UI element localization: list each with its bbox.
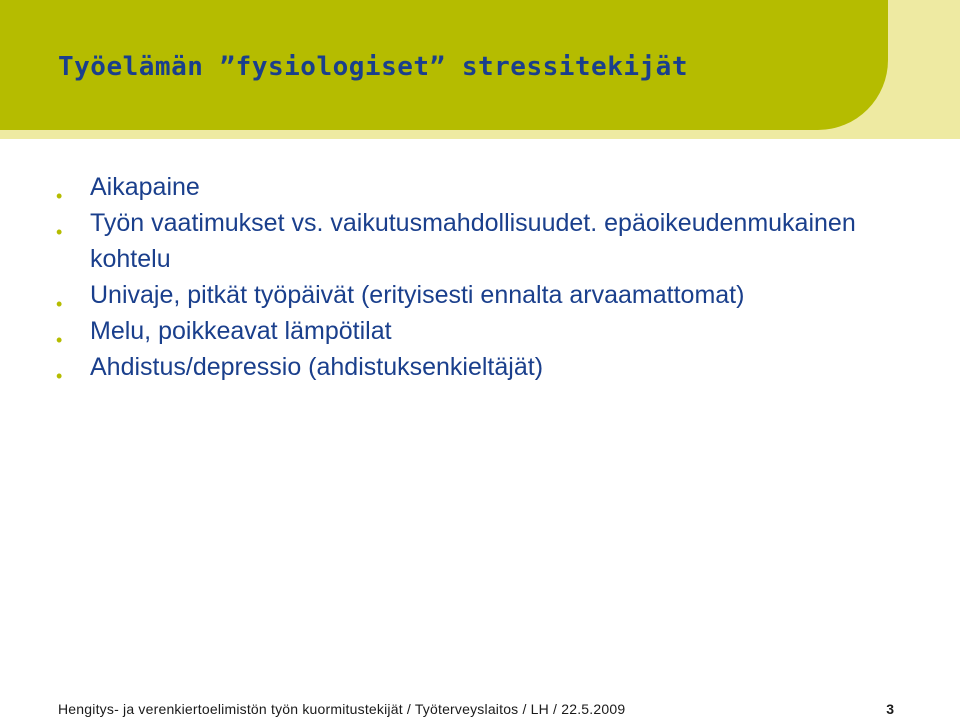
footer-text: Hengitys- ja verenkiertoelimistön työn kuormitustekijät / Työterveyslaitos / LH / 22.5.2009: [58, 701, 626, 717]
bullet-item-univaje: [56, 277, 916, 313]
bullet-list: [56, 169, 916, 385]
slide-title: Työelämän ”fysiologiset” stressitekijät: [58, 52, 688, 82]
bullet-item-ahdistus: [56, 349, 916, 385]
bullet-text: Ahdistus/depressio (ahdistuksenkieltäjät): [90, 353, 544, 381]
bullet-dot-icon: •: [56, 294, 63, 314]
bullet-item-tyon-vaatimukset: [56, 205, 916, 277]
page-number: 3: [886, 701, 894, 717]
bullet-dot-icon: •: [56, 222, 63, 242]
bullet-dot-icon: •: [56, 186, 63, 206]
bullet-text: Työn vaatimukset vs. vaikutusmahdollisuudet. epäoikeudenmukainen kohtelu: [90, 209, 856, 273]
bullet-dot-icon: •: [56, 330, 63, 350]
bullet-text: Univaje, pitkät työpäivät (erityisesti ennalta arvaamattomat): [90, 281, 745, 309]
bullet-item-aikapaine: [56, 169, 916, 205]
bullet-text: Melu, poikkeavat lämpötilat: [90, 317, 392, 345]
bullet-item-melu: [56, 313, 916, 349]
bullet-text: Aikapaine: [90, 173, 200, 201]
bullet-dot-icon: •: [56, 366, 63, 386]
